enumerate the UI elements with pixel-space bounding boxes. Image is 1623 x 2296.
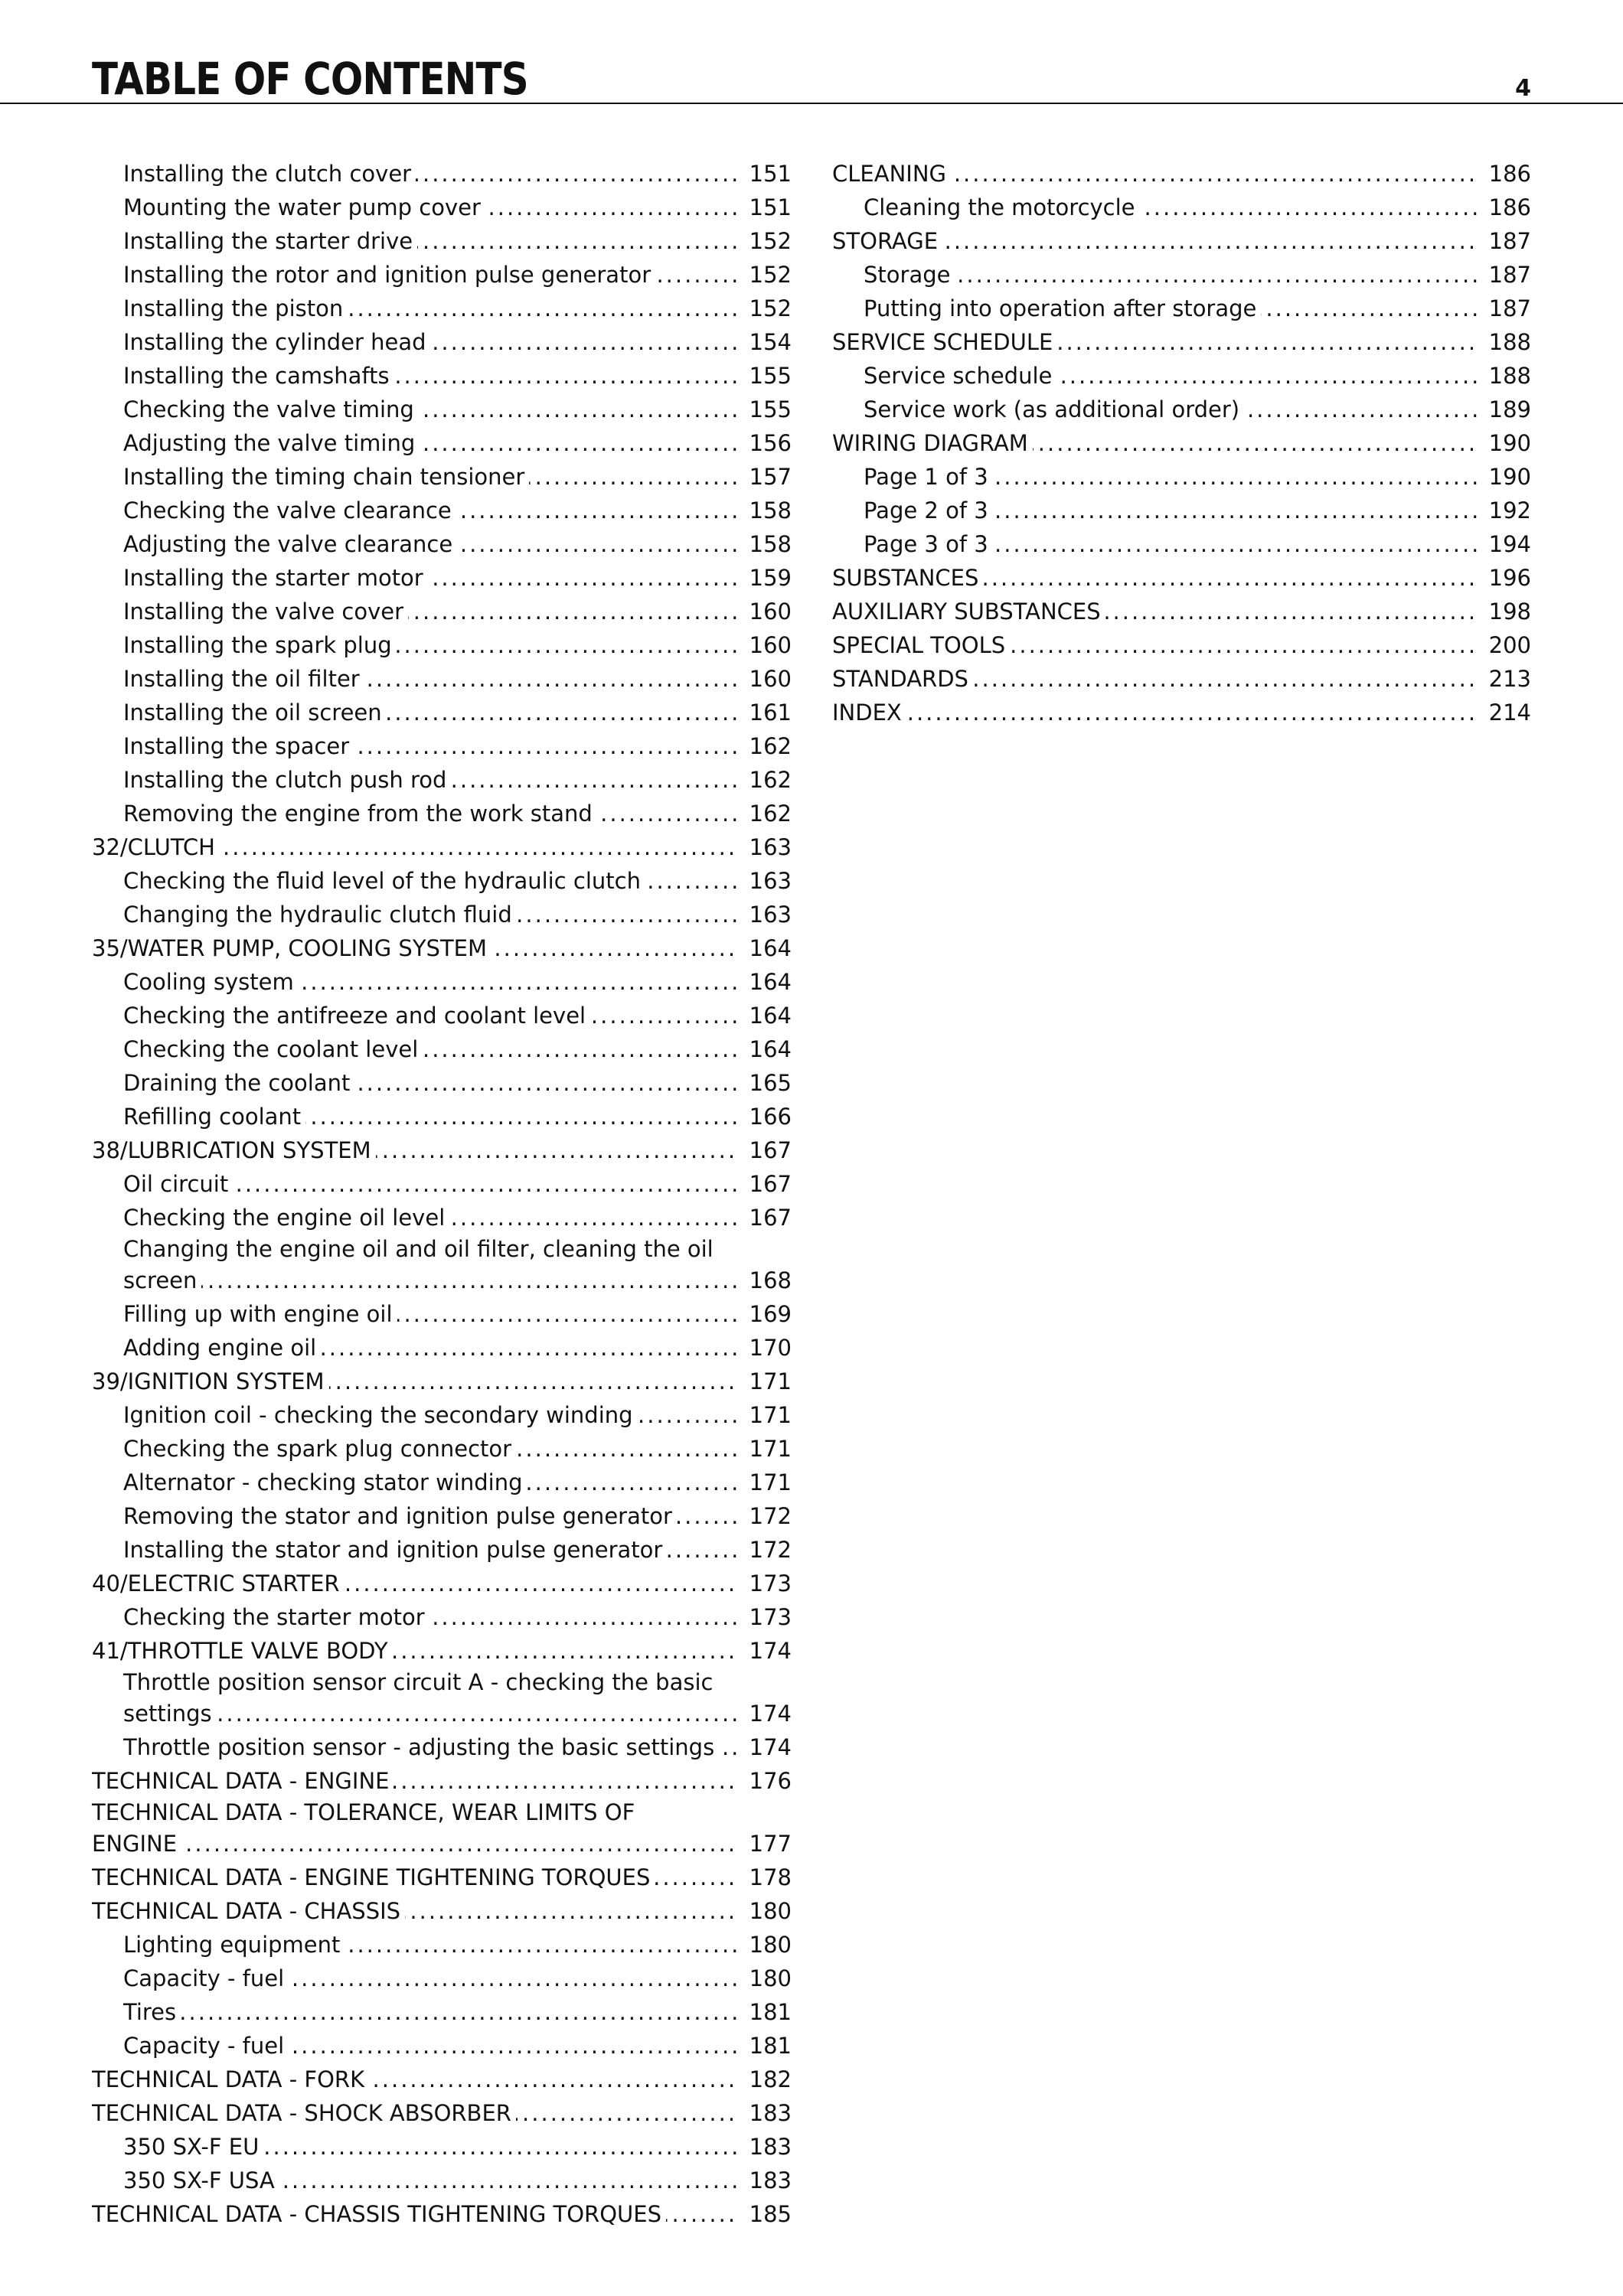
toc-entry[interactable] xyxy=(92,191,792,224)
toc-entry[interactable] xyxy=(92,2130,792,2164)
toc-entry-page: 181 xyxy=(749,1999,792,2025)
toc-entry[interactable] xyxy=(92,931,792,965)
toc-entry[interactable] xyxy=(92,763,792,797)
toc-entry[interactable] xyxy=(92,662,792,696)
toc-entry-title: Adding engine oil xyxy=(123,1335,321,1361)
toc-entry-title: TECHNICAL DATA - TOLERANCE, WEAR LIMITS OF xyxy=(92,1799,635,1825)
toc-entry-title: 41/THROTTLE VALVE BODY xyxy=(92,1638,393,1664)
toc-entry-page: 171 xyxy=(749,1402,792,1428)
toc-entry[interactable] xyxy=(832,561,1531,595)
toc-right-column xyxy=(832,157,1531,729)
toc-entry-page: 165 xyxy=(749,1070,792,1096)
toc-entry[interactable] xyxy=(92,1398,792,1432)
toc-entry-title: Removing the stator and ignition pulse generator xyxy=(123,1503,677,1529)
toc-entry-page: 174 xyxy=(749,1734,792,1760)
toc-entry[interactable] xyxy=(92,1995,792,2029)
toc-entry[interactable] xyxy=(92,494,792,527)
toc-entry-title: Service work (as additional order) xyxy=(864,396,1244,422)
toc-entry[interactable] xyxy=(832,426,1531,460)
toc-entry[interactable] xyxy=(832,393,1531,426)
toc-entry[interactable] xyxy=(92,393,792,426)
toc-entry-page: 180 xyxy=(749,1965,792,1991)
toc-entry-title: Capacity - fuel xyxy=(123,2033,289,2059)
toc-entry-page: 188 xyxy=(1488,329,1531,355)
toc-entry-page: 166 xyxy=(749,1104,792,1130)
toc-entry-title: STORAGE xyxy=(832,228,942,254)
toc-entry-page: 163 xyxy=(749,902,792,928)
toc-entry[interactable] xyxy=(92,696,792,729)
toc-entry-title: TECHNICAL DATA - ENGINE xyxy=(92,1768,394,1794)
toc-entry-page: 160 xyxy=(749,598,792,625)
toc-entry[interactable] xyxy=(832,527,1531,561)
toc-entry[interactable] xyxy=(92,1668,792,1730)
toc-entry-page: 174 xyxy=(749,1701,792,1727)
toc-entry[interactable] xyxy=(92,628,792,662)
toc-entry[interactable] xyxy=(92,1365,792,1398)
toc-entry[interactable] xyxy=(92,2164,792,2197)
toc-entry-title: Page 2 of 3 xyxy=(864,497,993,523)
toc-entry-title: 40/ELECTRIC STARTER xyxy=(92,1570,345,1596)
toc-entry-page: 186 xyxy=(1488,161,1531,187)
toc-entry-title: 38/LUBRICATION SYSTEM xyxy=(92,1137,376,1163)
toc-entry-page: 183 xyxy=(749,2134,792,2160)
toc-left-column xyxy=(92,157,792,2231)
toc-entry-title: SERVICE SCHEDULE xyxy=(832,329,1057,355)
toc-entry-page: 168 xyxy=(749,1267,792,1293)
toc-entry-page: 178 xyxy=(749,1864,792,1890)
toc-entry-title: Alternator - checking stator winding xyxy=(123,1469,527,1495)
toc-entry-title: Putting into operation after storage xyxy=(864,295,1261,321)
toc-entry-page: 192 xyxy=(1488,497,1531,523)
toc-entry[interactable] xyxy=(92,1297,792,1331)
toc-entry-page: 186 xyxy=(1488,194,1531,220)
toc-entry-page: 173 xyxy=(749,1604,792,1630)
toc-entry-page: 214 xyxy=(1488,700,1531,726)
toc-entry-title: Installing the timing chain tensioner xyxy=(123,464,529,490)
toc-entry[interactable] xyxy=(92,830,792,864)
toc-entry-page: 180 xyxy=(749,1932,792,1958)
toc-entry-title: Cooling system xyxy=(123,969,299,995)
toc-entry-page: 167 xyxy=(749,1137,792,1163)
toc-entry-page: 159 xyxy=(749,565,792,591)
toc-entry-page: 171 xyxy=(749,1436,792,1462)
toc-entry-title: Installing the spark plug xyxy=(123,632,397,658)
toc-entry[interactable] xyxy=(832,325,1531,359)
toc-entry[interactable] xyxy=(92,1798,792,1861)
toc-entry-title: Installing the oil screen xyxy=(123,700,387,726)
toc-entry-title: Installing the spacer xyxy=(123,733,354,759)
toc-entry-title: Installing the starter drive xyxy=(123,228,417,254)
toc-entry-title: Changing the engine oil and oil filter, cleaning the oil xyxy=(123,1236,714,1262)
toc-entry-page: 155 xyxy=(749,396,792,422)
toc-entry-page: 158 xyxy=(749,497,792,523)
toc-entry-title: SPECIAL TOOLS xyxy=(832,632,1010,658)
toc-entry-title: 350 SX-F EU xyxy=(123,2134,263,2160)
toc-entry-title: Mounting the water pump cover xyxy=(123,194,485,220)
toc-entry-title: Adjusting the valve timing xyxy=(123,430,420,456)
toc-entry-page: 171 xyxy=(749,1368,792,1394)
toc-entry[interactable] xyxy=(92,1962,792,1995)
toc-entry[interactable] xyxy=(92,797,792,830)
toc-entry-title: Changing the hydraulic clutch fluid xyxy=(123,902,517,928)
toc-entry-page: 152 xyxy=(749,228,792,254)
toc-entry-title: TECHNICAL DATA - SHOCK ABSORBER xyxy=(92,2100,516,2126)
toc-entry-page: 189 xyxy=(1488,396,1531,422)
toc-entry-title: TECHNICAL DATA - ENGINE TIGHTENING TORQUES xyxy=(92,1864,655,1890)
toc-entry[interactable] xyxy=(832,696,1531,729)
toc-entry[interactable] xyxy=(92,1634,792,1668)
toc-entry[interactable] xyxy=(832,628,1531,662)
toc-entry-title: Checking the spark plug connector xyxy=(123,1436,516,1462)
toc-entry-title: WIRING DIAGRAM xyxy=(832,430,1033,456)
toc-entry-page: 187 xyxy=(1488,295,1531,321)
toc-entry-title: AUXILIARY SUBSTANCES xyxy=(832,598,1105,625)
toc-entry-title: CLEANING xyxy=(832,161,951,187)
toc-entry-page: 170 xyxy=(749,1335,792,1361)
toc-entry[interactable] xyxy=(832,191,1531,224)
toc-entry[interactable] xyxy=(92,1234,792,1297)
toc-entry[interactable] xyxy=(92,157,792,191)
toc-entry[interactable] xyxy=(92,292,792,325)
toc-entry-page: 164 xyxy=(749,935,792,961)
toc-entry[interactable] xyxy=(92,1764,792,1798)
toc-entry-page: 152 xyxy=(749,295,792,321)
toc-entry-page: 163 xyxy=(749,868,792,894)
toc-entry-page: 157 xyxy=(749,464,792,490)
toc-entry[interactable] xyxy=(92,224,792,258)
toc-entry-title: Cleaning the motorcycle xyxy=(864,194,1140,220)
toc-entry-page: 163 xyxy=(749,834,792,860)
toc-entry-page: 152 xyxy=(749,262,792,288)
toc-entry-title: Throttle position sensor circuit A - checking the basic xyxy=(123,1669,714,1695)
toc-entry-page: 187 xyxy=(1488,262,1531,288)
toc-entry-page: 160 xyxy=(749,666,792,692)
toc-entry-title: Removing the engine from the work stand xyxy=(123,801,597,827)
toc-entry-title: Page 3 of 3 xyxy=(864,531,993,557)
toc-entry-title: Installing the starter motor xyxy=(123,565,428,591)
toc-entry-title: Adjusting the valve clearance xyxy=(123,531,457,557)
toc-entry-page: 162 xyxy=(749,733,792,759)
toc-entry-title: Filling up with engine oil xyxy=(123,1301,397,1327)
toc-entry-title: Checking the starter motor xyxy=(123,1604,429,1630)
toc-entry[interactable] xyxy=(92,2029,792,2063)
toc-entry[interactable] xyxy=(832,460,1531,494)
toc-entry-title: Throttle position sensor - adjusting the basic settings xyxy=(123,1734,719,1760)
toc-entry-title: Service schedule xyxy=(864,363,1056,389)
toc-entry-title: Lighting equipment xyxy=(123,1932,345,1958)
toc-entry-page: 213 xyxy=(1488,666,1531,692)
toc-entry-title: Installing the cylinder head xyxy=(123,329,431,355)
toc-entry-page: 151 xyxy=(749,194,792,220)
toc-entry[interactable] xyxy=(832,258,1531,292)
toc-entry-page: 167 xyxy=(749,1205,792,1231)
toc-entry[interactable] xyxy=(92,1167,792,1201)
toc-entry[interactable] xyxy=(832,224,1531,258)
toc-entry-page: 198 xyxy=(1488,598,1531,625)
toc-entry[interactable] xyxy=(92,1567,792,1600)
toc-entry[interactable] xyxy=(92,1066,792,1100)
toc-entry-title: Page 1 of 3 xyxy=(864,464,993,490)
toc-entry[interactable] xyxy=(92,1432,792,1466)
toc-entry[interactable] xyxy=(92,864,792,898)
toc-entry-page: 177 xyxy=(749,1831,792,1857)
toc-entry[interactable] xyxy=(92,1894,792,1928)
toc-entry-title: ENGINE xyxy=(92,1831,181,1857)
toc-entry-title: Tires xyxy=(123,1999,181,2025)
toc-entry[interactable] xyxy=(92,1928,792,1962)
toc-entry-title: Installing the rotor and ignition pulse generator xyxy=(123,262,655,288)
toc-entry-title: TECHNICAL DATA - FORK xyxy=(92,2066,369,2092)
toc-entry-title: settings xyxy=(123,1701,217,1727)
toc-entry-title: 32/CLUTCH xyxy=(92,834,220,860)
toc-entry-title: Checking the antifreeze and coolant level xyxy=(123,1003,590,1029)
toc-entry[interactable] xyxy=(92,2096,792,2130)
page-title: TABLE OF CONTENTS xyxy=(92,53,528,105)
toc-entry-title: Installing the stator and ignition pulse generator xyxy=(123,1537,667,1563)
toc-entry[interactable] xyxy=(92,1533,792,1567)
toc-entry-title: 350 SX-F USA xyxy=(123,2167,279,2193)
toc-entry[interactable] xyxy=(92,1331,792,1365)
toc-entry-title: Checking the engine oil level xyxy=(123,1205,449,1231)
toc-entry-page: 176 xyxy=(749,1768,792,1794)
toc-entry-page: 180 xyxy=(749,1898,792,1924)
toc-entry-page: 187 xyxy=(1488,228,1531,254)
toc-entry-page: 167 xyxy=(749,1171,792,1197)
toc-entry-page: 183 xyxy=(749,2100,792,2126)
toc-entry[interactable] xyxy=(92,426,792,460)
toc-entry[interactable] xyxy=(92,325,792,359)
toc-entry-page: 173 xyxy=(749,1570,792,1596)
toc-entry-page: 171 xyxy=(749,1469,792,1495)
toc-entry-page: 164 xyxy=(749,1003,792,1029)
toc-entry-page: 172 xyxy=(749,1503,792,1529)
toc-entry-title: Refilling coolant xyxy=(123,1104,305,1130)
toc-entry-title: TECHNICAL DATA - CHASSIS xyxy=(92,1898,405,1924)
toc-entry[interactable] xyxy=(92,1861,792,1894)
toc-entry-page: 158 xyxy=(749,531,792,557)
toc-entry-page: 185 xyxy=(749,2201,792,2227)
toc-entry-title: Checking the valve clearance xyxy=(123,497,456,523)
toc-entry[interactable] xyxy=(92,359,792,393)
page-header xyxy=(0,0,1623,104)
toc-entry-page: 190 xyxy=(1488,430,1531,456)
toc-entry-page: 155 xyxy=(749,363,792,389)
toc-entry-page: 161 xyxy=(749,700,792,726)
toc-entry-page: 169 xyxy=(749,1301,792,1327)
toc-entry[interactable] xyxy=(92,1499,792,1533)
toc-entry[interactable] xyxy=(92,1201,792,1234)
toc-entry-title: Storage xyxy=(864,262,955,288)
toc-entry[interactable] xyxy=(92,1133,792,1167)
toc-entry-page: 196 xyxy=(1488,565,1531,591)
toc-entry-page: 200 xyxy=(1488,632,1531,658)
toc-entry-title: screen xyxy=(123,1267,201,1293)
toc-entry-title: Checking the valve timing xyxy=(123,396,419,422)
toc-entry-page: 156 xyxy=(749,430,792,456)
toc-entry[interactable] xyxy=(92,1730,792,1764)
toc-entry-page: 190 xyxy=(1488,464,1531,490)
toc-entry-title: INDEX xyxy=(832,700,906,726)
toc-entry-title: Installing the valve cover xyxy=(123,598,408,625)
toc-entry-title: STANDARDS xyxy=(832,666,973,692)
toc-entry-page: 182 xyxy=(749,2066,792,2092)
toc-entry[interactable] xyxy=(92,258,792,292)
toc-entry-page: 181 xyxy=(749,2033,792,2059)
toc-entry-title: 39/IGNITION SYSTEM xyxy=(92,1368,329,1394)
toc-entry[interactable] xyxy=(92,1100,792,1133)
toc-entry[interactable] xyxy=(92,2197,792,2231)
toc-entry-title: SUBSTANCES xyxy=(832,565,983,591)
toc-entry-page: 162 xyxy=(749,801,792,827)
toc-entry-title: Installing the piston xyxy=(123,295,348,321)
toc-entry-page: 172 xyxy=(749,1537,792,1563)
toc-entry[interactable] xyxy=(832,662,1531,696)
toc-entry-title: Installing the oil filter xyxy=(123,666,364,692)
toc-entry[interactable] xyxy=(92,729,792,763)
toc-entry-page: 164 xyxy=(749,969,792,995)
toc-entry-title: Checking the fluid level of the hydraulic clutch xyxy=(123,868,645,894)
toc-entry-title: Capacity - fuel xyxy=(123,1965,289,1991)
toc-entry[interactable] xyxy=(832,359,1531,393)
toc-entry-title: Installing the clutch cover xyxy=(123,161,416,187)
toc-entry-page: 164 xyxy=(749,1036,792,1062)
toc-entry-page: 154 xyxy=(749,329,792,355)
toc-entry-page: 188 xyxy=(1488,363,1531,389)
toc-entry-title: Ignition coil - checking the secondary winding xyxy=(123,1402,638,1428)
toc-entry[interactable] xyxy=(92,1600,792,1634)
toc-entry-page: 194 xyxy=(1488,531,1531,557)
toc-entry[interactable] xyxy=(92,999,792,1032)
toc-entry[interactable] xyxy=(92,1032,792,1066)
toc-entry[interactable] xyxy=(832,595,1531,628)
toc-entry[interactable] xyxy=(92,527,792,561)
toc-entry-title: Installing the clutch push rod xyxy=(123,767,451,793)
toc-entry[interactable] xyxy=(832,494,1531,527)
page-number: 4 xyxy=(1515,75,1531,102)
toc-entry[interactable] xyxy=(92,595,792,628)
toc-entry-page: 162 xyxy=(749,767,792,793)
toc-entry-title: Draining the coolant xyxy=(123,1070,354,1096)
toc-entry[interactable] xyxy=(92,965,792,999)
toc-entry[interactable] xyxy=(832,157,1531,191)
toc-entry-title: Checking the coolant level xyxy=(123,1036,423,1062)
toc-entry[interactable] xyxy=(92,1466,792,1499)
toc-entry-page: 160 xyxy=(749,632,792,658)
toc-entry-title: Oil circuit xyxy=(123,1171,233,1197)
toc-entry-title: Installing the camshafts xyxy=(123,363,394,389)
toc-entry-title: TECHNICAL DATA - CHASSIS TIGHTENING TORQUES xyxy=(92,2201,666,2227)
toc-entry-page: 174 xyxy=(749,1638,792,1664)
toc-entry-title: 35/WATER PUMP, COOLING SYSTEM xyxy=(92,935,491,961)
toc-entry[interactable] xyxy=(92,2063,792,2096)
toc-entry[interactable] xyxy=(92,460,792,494)
toc-entry[interactable] xyxy=(92,898,792,931)
toc-entry-page: 151 xyxy=(749,161,792,187)
toc-entry[interactable] xyxy=(92,561,792,595)
toc-entry[interactable] xyxy=(832,292,1531,325)
toc-entry-page: 183 xyxy=(749,2167,792,2193)
